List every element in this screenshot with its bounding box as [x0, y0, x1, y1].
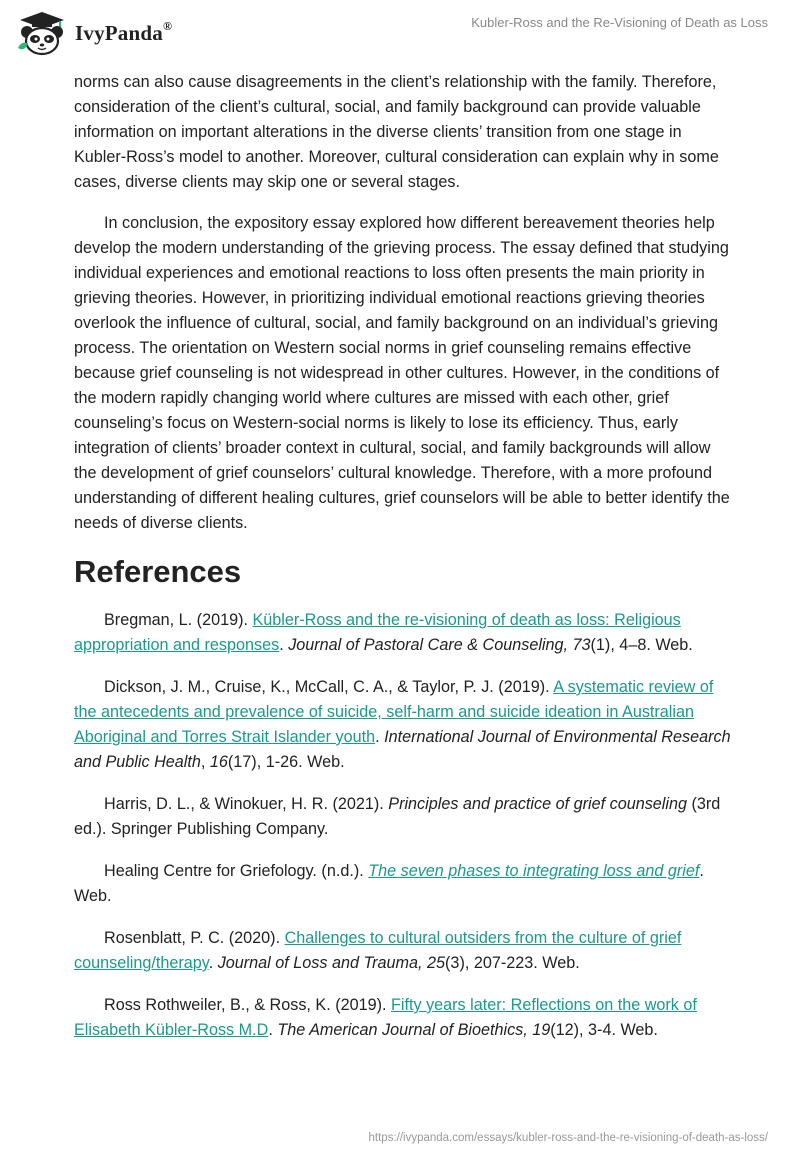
source-url[interactable]: https://ivypanda.com/essays/kubler-ross-and-the-re-visioning-of-death-as-loss/ — [368, 1132, 768, 1144]
conclusion-paragraph: In conclusion, the expository essay explored how different bereavement theories help develop the modern understanding of the grieving process. The essay defined that studying individual experiences and emotional reactions to loss often presents the main priority in grieving theories. However, in prioritizing individual emotional reactions grieving theories overlook the influence of cultural, social, and family background on an individual’s grieving process. The orientation on Western social norms in grief counseling remains effective because grief counseling is not widespread in other cultures. However, in the conditions of the modern rapidly changing world where cultures are missed with each other, grief counseling’s focus on Western-social norms is likely to lose its efficiency. Thus, early integration of clients’ broader context in cultural, social, and family backgrounds will allow the development of grief counselors’ cultural knowledge. Therefore, with a more profound understanding of different healing cultures, grief counselors will be able to better identify the needs of diverse clients. — [74, 214, 730, 532]
reference-link[interactable]: Fifty years later: Reflections on the work of Elisabeth Kübler-Ross M.D — [74, 996, 697, 1039]
reference-item: Ross Rothweiler, B., & Ross, K. (2019). Fifty years later: Reflections on the work of Elisabeth Kübler-Ross M.D. The American Journal of Bioethics, 19(12), 3-4. Web. — [74, 996, 697, 1039]
reference-item: Harris, D. L., & Winokuer, H. R. (2021). Principles and practice of grief counseling (3rd ed.). Springer Publishing Company. — [74, 795, 721, 838]
reference-link[interactable]: Kübler-Ross and the re-visioning of death as loss: Religious appropriation and responses — [74, 611, 681, 654]
brand-name: IvyPanda® — [75, 18, 173, 45]
reference-item: Bregman, L. (2019). Kübler-Ross and the re-visioning of death as loss: Religious appropriation and responses. Journal of Pastoral Care & Counseling, 73(1), 4–8. Web. — [74, 611, 693, 654]
reference-link[interactable]: Challenges to cultural outsiders from the culture of grief counseling/therapy — [74, 929, 682, 972]
reference-link[interactable]: A systematic review of the antecedents and prevalence of suicide, self-harm and suicide ideation in Australian Aboriginal and Torres Strait Islander youth — [74, 678, 714, 746]
reference-item: Healing Centre for Griefology. (n.d.). The seven phases to integrating loss and grief. Web. — [74, 862, 704, 905]
panda-graduate-icon — [16, 10, 68, 56]
reference-item: Dickson, J. M., Cruise, K., McCall, C. A., & Taylor, P. J. (2019). A systematic review of the antecedents and prevalence of suicide, self-harm and suicide ideation in Australian Aboriginal and Torres Strait Islander youth. International Journal of Environmental Research and Public Health, 16(17), 1-26. Web. — [74, 678, 731, 771]
page-header — [0, 0, 800, 70]
references-heading: References — [74, 554, 242, 589]
ivypanda-logo[interactable] — [16, 8, 196, 58]
reference-link[interactable]: The seven phases to integrating loss and grief — [368, 862, 700, 880]
essay-content — [74, 70, 734, 1060]
document-title: Kubler-Ross and the Re-Visioning of Death as Loss — [471, 15, 768, 30]
reference-item: Rosenblatt, P. C. (2020). Challenges to cultural outsiders from the culture of grief counseling/therapy. Journal of Loss and Trauma, 25(3), 207-223. Web. — [74, 929, 682, 972]
body-paragraph: norms can also cause disagreements in the client’s relationship with the family. Therefore, consideration of the client’s cultural, social, and family background can provide valuable information on important alterations in the diverse clients’ transition from one stage in Kubler-Ross’s model to another. Moreover, cultural consideration can explain why in some cases, diverse clients may skip one or several stages. — [74, 73, 719, 191]
